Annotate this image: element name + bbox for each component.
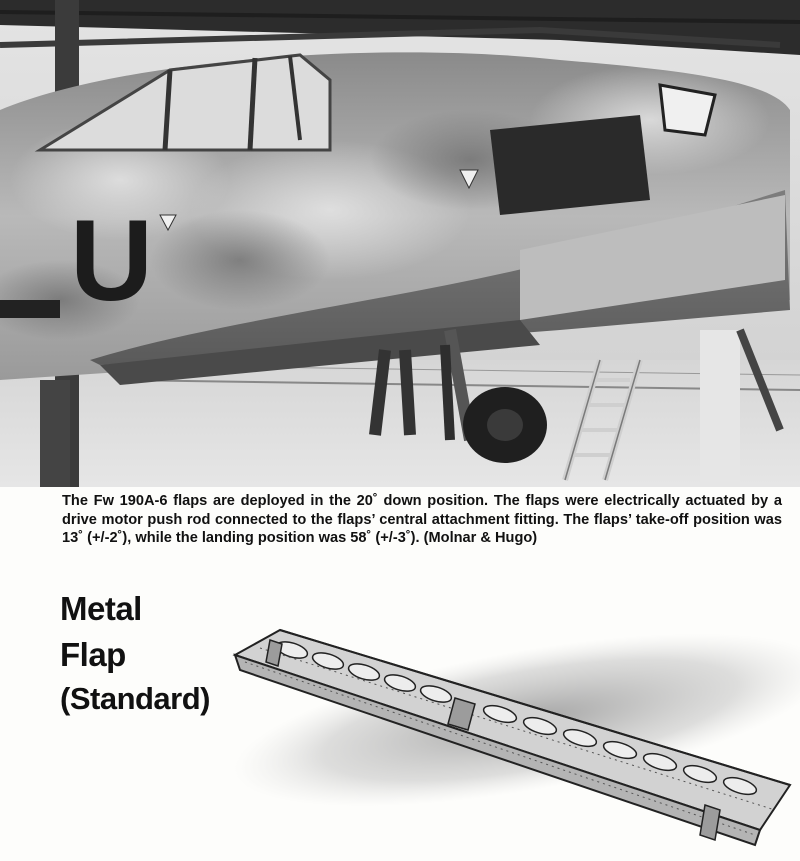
section-title-line2: Flap (60, 636, 126, 673)
section-title-line1: Metal (60, 590, 142, 627)
flap-drawing (200, 600, 800, 861)
photo-caption: The Fw 190A-6 flaps are deployed in the 20˚ down position. The flaps were electrically actuated by a drive motor push rod connected to the flaps’ central attachment fitting. The flaps’ take-off position was 13˚ (+/-2˚), while the landing position was 58˚ (+/-3˚). (Molnar & Hugo) (62, 493, 782, 546)
fuselage-code: U (70, 197, 154, 325)
section-title-line3: (Standard) (60, 681, 210, 716)
